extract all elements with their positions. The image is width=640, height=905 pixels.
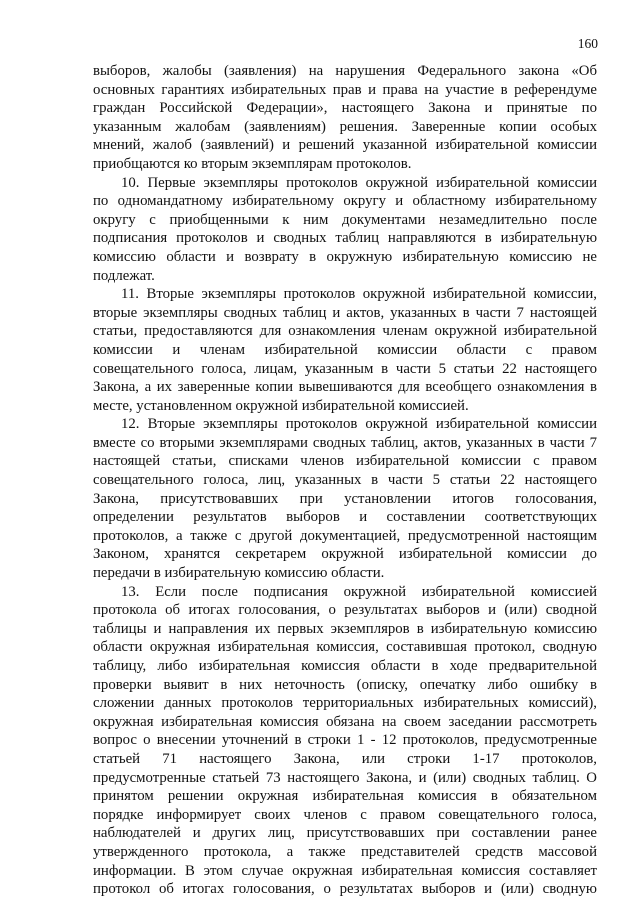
text-line: граждан Российской Федерации», настоящего Закона и принятые по [93, 100, 597, 117]
text-line: протокола об итогах голосования, о результатах выборов и (или) сводной [93, 602, 597, 619]
text-line: вопрос о внесении уточнений в строки 1 - 12 протоколов, предусмотренные [93, 732, 597, 749]
text-line: окружная избирательная комиссия обязана на своем заседании рассмотреть [93, 713, 597, 730]
text-line: статьи, предоставляются для ознакомления членам окружной избирательной [93, 323, 597, 340]
text-line: вторые экземпляры сводных таблиц и актов, указанных в части 7 настоящей [93, 304, 597, 321]
law-text-body [93, 62, 597, 899]
text-line: подписания протоколов и сводных таблиц направляются в избирательную [93, 230, 597, 247]
text-line: подлежат. [93, 267, 155, 284]
text-line: порядке информирует своих членов с правом совещательного голоса, [93, 806, 597, 823]
text-line: таблицы и направления их первых экземпляров в избирательную комиссию [93, 620, 597, 637]
text-line: утвержденного протокола, а также представителей средств массовой [93, 843, 597, 860]
text-line: по одномандатному избирательному округу и областному избирательному [93, 193, 597, 210]
text-line: совещательного голоса, лицам, указанным в части 5 статьи 22 настоящего [93, 360, 597, 377]
text-line: выборов, жалобы (заявления) на нарушения Федерального закона «Об [93, 63, 597, 79]
text-line: мнений, жалоб (заявлений) и решений указанной избирательной комиссии [93, 137, 597, 154]
text-line: вместе со вторыми экземплярами сводных таблиц, актов, указанных в части 7 [93, 434, 597, 451]
text-line: принятом решении окружная избирательная комиссия в обязательном [93, 788, 597, 805]
text-line: комиссии и членам избирательной комиссии области с правом [93, 341, 597, 358]
text-line: Закона, присутствовавших при установлении итогов голосования, [93, 490, 597, 507]
text-line: проверки выявит в них неточность (описку, опечатку либо ошибку в [93, 676, 597, 693]
text-line: области окружная избирательная комиссия, составившая протокол, сводную [93, 639, 597, 656]
text-line: определении результатов выборов и составлении соответствующих [93, 509, 597, 526]
text-line: указанным жалобам (заявлениям) решения. Заверенные копии особых [93, 118, 597, 135]
text-line: настоящей статьи, списками членов избирательной комиссии с правом [93, 453, 597, 470]
page-number: 160 [577, 36, 598, 51]
text-line: информации. В этом случае окружная избирательная комиссия составляет [93, 862, 597, 879]
text-line: статьей 71 настоящего Закона, или строки 1-17 протоколов, [93, 750, 597, 767]
text-line: предусмотренные статьей 73 настоящего Закона, и (или) сводных таблиц. О [93, 769, 597, 786]
text-line: месте, установленном окружной избирательной комиссией. [93, 397, 469, 414]
text-line: сложении данных протоколов территориальных избирательных комиссий), [93, 695, 597, 712]
text-line: Законом, хранятся секретарем окружной избирательной комиссии до [93, 546, 597, 563]
paragraph-10-first-line: 10. Первые экземпляры протоколов окружной избирательной комиссии [121, 174, 597, 191]
paragraph-12-first-line: 12. Вторые экземпляры протоколов окружной избирательной комиссии [121, 416, 597, 433]
text-line: таблицу, либо избирательная комиссия области в ходе предварительной [93, 658, 597, 674]
text-line: совещательного голоса, лиц, указанных в части 5 статьи 22 настоящего [93, 472, 597, 489]
text-line: основных гарантиях избирательных прав и права на участие в референдуме [93, 81, 597, 98]
text-line: приобщаются ко вторым экземплярам протоколов. [93, 155, 412, 172]
paragraph-13-first-line: 13. Если после подписания окружной избирательной комиссией [121, 583, 597, 600]
text-line: наблюдателей и других лиц, присутствовавших при составлении ранее [93, 825, 597, 842]
text-line: передачи в избирательную комиссию области. [93, 565, 385, 582]
text-line: Закона, а их заверенные копии вывешиваются для всеобщего ознакомления в [93, 379, 597, 396]
paragraph-11-first-line: 11. Вторые экземпляры протоколов окружной избирательной комиссии, [121, 286, 597, 303]
text-line: протокол об итогах голосования, о результатах выборов и (или) сводную [93, 881, 597, 898]
text-line: комиссию области и возврату в окружную избирательную комиссию не [93, 248, 597, 265]
text-line: округу с приобщенными к ним документами незамедлительно после [93, 211, 597, 228]
text-line: протоколов, а также с другой документацией, предусмотренной настоящим [93, 527, 597, 544]
